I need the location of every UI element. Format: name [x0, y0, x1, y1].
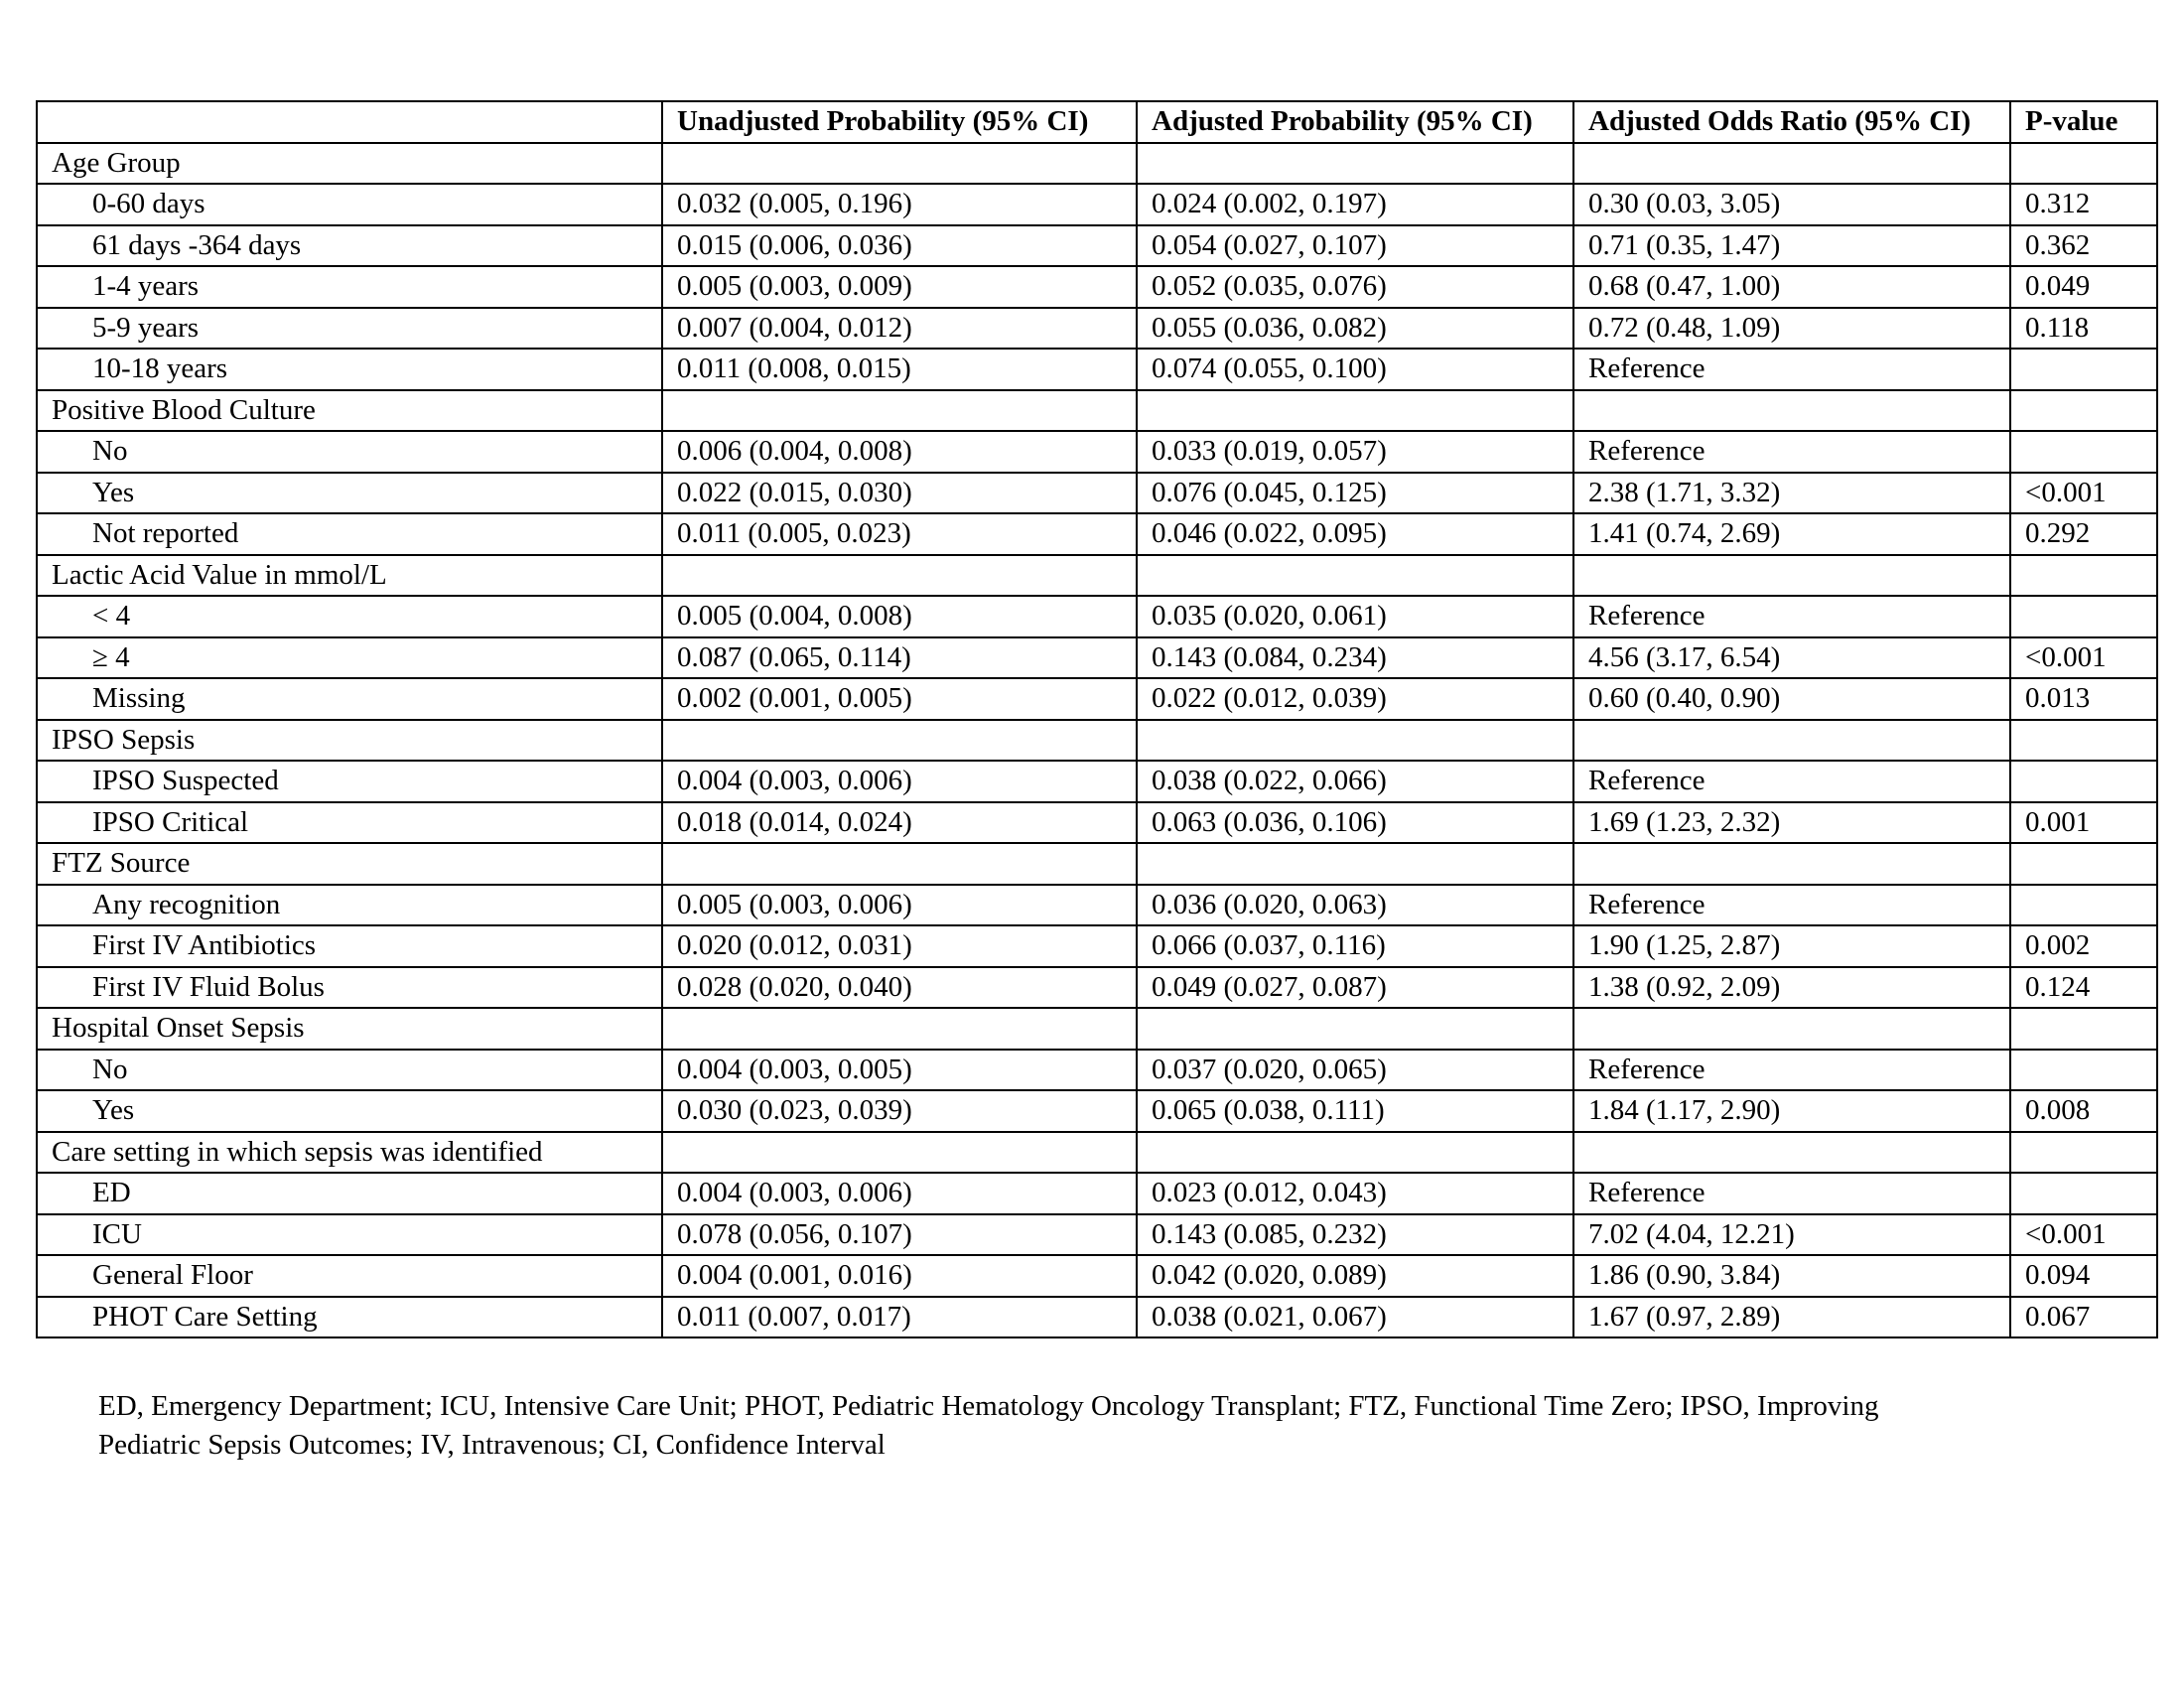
- cell-unadjusted-probability: 0.022 (0.015, 0.030): [662, 473, 1137, 514]
- footnote-line: ED, Emergency Department; ICU, Intensive Care Unit; PHOT, Pediatric Hematology Oncology Transplant; FTZ, Functional Time Zero; IPSO, Improving: [98, 1390, 1879, 1422]
- cell-p-value: 0.094: [2010, 1255, 2157, 1297]
- cell-variable: ≥ 4: [37, 637, 662, 679]
- cell-adjusted-probability: [1137, 1008, 1573, 1050]
- cell-adjusted-odds-ratio: [1573, 555, 2010, 597]
- cell-adjusted-odds-ratio: 4.56 (3.17, 6.54): [1573, 637, 2010, 679]
- cell-unadjusted-probability: [662, 143, 1137, 185]
- cell-unadjusted-probability: 0.011 (0.005, 0.023): [662, 513, 1137, 555]
- header-cell-unadjusted-probability: Unadjusted Probability (95% CI): [662, 101, 1137, 143]
- cell-adjusted-probability: [1137, 720, 1573, 762]
- group-header-row: [37, 843, 2157, 885]
- cell-variable: Care setting in which sepsis was identified: [37, 1132, 662, 1174]
- cell-p-value: [2010, 720, 2157, 762]
- table-row: [37, 308, 2157, 350]
- cell-p-value: [2010, 843, 2157, 885]
- cell-adjusted-probability: 0.054 (0.027, 0.107): [1137, 225, 1573, 267]
- group-header-row: [37, 1132, 2157, 1174]
- table-row: [37, 637, 2157, 679]
- cell-p-value: 0.049: [2010, 266, 2157, 308]
- cell-p-value: [2010, 761, 2157, 802]
- cell-unadjusted-probability: [662, 843, 1137, 885]
- table-row: [37, 1090, 2157, 1132]
- cell-unadjusted-probability: 0.087 (0.065, 0.114): [662, 637, 1137, 679]
- cell-unadjusted-probability: 0.004 (0.001, 0.016): [662, 1255, 1137, 1297]
- cell-p-value: [2010, 143, 2157, 185]
- cell-adjusted-odds-ratio: 1.67 (0.97, 2.89): [1573, 1297, 2010, 1338]
- header-cell-adjusted-probability: Adjusted Probability (95% CI): [1137, 101, 1573, 143]
- cell-adjusted-probability: 0.052 (0.035, 0.076): [1137, 266, 1573, 308]
- cell-adjusted-probability: 0.143 (0.085, 0.232): [1137, 1214, 1573, 1256]
- cell-variable: Missing: [37, 678, 662, 720]
- cell-p-value: 0.312: [2010, 184, 2157, 225]
- table-row: [37, 596, 2157, 637]
- cell-variable: Any recognition: [37, 885, 662, 926]
- cell-variable: IPSO Suspected: [37, 761, 662, 802]
- header-cell-adjusted-odds-ratio: Adjusted Odds Ratio (95% CI): [1573, 101, 2010, 143]
- cell-adjusted-odds-ratio: 1.69 (1.23, 2.32): [1573, 802, 2010, 844]
- cell-adjusted-probability: 0.074 (0.055, 0.100): [1137, 349, 1573, 390]
- cell-variable: Yes: [37, 473, 662, 514]
- cell-unadjusted-probability: 0.030 (0.023, 0.039): [662, 1090, 1137, 1132]
- cell-p-value: [2010, 431, 2157, 473]
- cell-adjusted-odds-ratio: [1573, 390, 2010, 432]
- cell-adjusted-odds-ratio: Reference: [1573, 596, 2010, 637]
- cell-adjusted-odds-ratio: [1573, 143, 2010, 185]
- cell-variable: 10-18 years: [37, 349, 662, 390]
- cell-p-value: <0.001: [2010, 1214, 2157, 1256]
- header-row: [37, 101, 2157, 143]
- table-row: [37, 885, 2157, 926]
- cell-adjusted-odds-ratio: [1573, 843, 2010, 885]
- cell-adjusted-probability: 0.055 (0.036, 0.082): [1137, 308, 1573, 350]
- cell-adjusted-probability: 0.063 (0.036, 0.106): [1137, 802, 1573, 844]
- cell-variable: FTZ Source: [37, 843, 662, 885]
- cell-adjusted-probability: 0.038 (0.021, 0.067): [1137, 1297, 1573, 1338]
- table-row: [37, 761, 2157, 802]
- cell-unadjusted-probability: 0.004 (0.003, 0.005): [662, 1050, 1137, 1091]
- cell-p-value: [2010, 390, 2157, 432]
- table-row: [37, 1050, 2157, 1091]
- cell-unadjusted-probability: 0.015 (0.006, 0.036): [662, 225, 1137, 267]
- table-row: [37, 967, 2157, 1009]
- table-row: [37, 266, 2157, 308]
- cell-adjusted-probability: 0.036 (0.020, 0.063): [1137, 885, 1573, 926]
- cell-adjusted-probability: [1137, 555, 1573, 597]
- cell-adjusted-probability: 0.076 (0.045, 0.125): [1137, 473, 1573, 514]
- cell-p-value: [2010, 1050, 2157, 1091]
- cell-unadjusted-probability: [662, 720, 1137, 762]
- cell-unadjusted-probability: 0.028 (0.020, 0.040): [662, 967, 1137, 1009]
- cell-adjusted-odds-ratio: Reference: [1573, 349, 2010, 390]
- cell-p-value: 0.118: [2010, 308, 2157, 350]
- cell-adjusted-odds-ratio: 1.38 (0.92, 2.09): [1573, 967, 2010, 1009]
- table-row: [37, 925, 2157, 967]
- cell-adjusted-probability: 0.035 (0.020, 0.061): [1137, 596, 1573, 637]
- cell-variable: 0-60 days: [37, 184, 662, 225]
- cell-unadjusted-probability: 0.018 (0.014, 0.024): [662, 802, 1137, 844]
- cell-p-value: [2010, 885, 2157, 926]
- cell-unadjusted-probability: 0.032 (0.005, 0.196): [662, 184, 1137, 225]
- cell-adjusted-odds-ratio: 1.41 (0.74, 2.69): [1573, 513, 2010, 555]
- cell-p-value: <0.001: [2010, 473, 2157, 514]
- footnote-line: Pediatric Sepsis Outcomes; IV, Intravenous; CI, Confidence Interval: [98, 1429, 886, 1461]
- cell-adjusted-probability: [1137, 1132, 1573, 1174]
- group-header-row: [37, 1008, 2157, 1050]
- table-row: [37, 431, 2157, 473]
- cell-p-value: [2010, 596, 2157, 637]
- cell-p-value: 0.124: [2010, 967, 2157, 1009]
- cell-adjusted-probability: 0.033 (0.019, 0.057): [1137, 431, 1573, 473]
- cell-adjusted-odds-ratio: 0.68 (0.47, 1.00): [1573, 266, 2010, 308]
- cell-adjusted-odds-ratio: [1573, 1132, 2010, 1174]
- results-table: [36, 100, 2158, 1338]
- table-header: [37, 101, 2157, 143]
- cell-adjusted-probability: 0.046 (0.022, 0.095): [1137, 513, 1573, 555]
- table-body: [37, 143, 2157, 1338]
- cell-adjusted-probability: 0.049 (0.027, 0.087): [1137, 967, 1573, 1009]
- cell-adjusted-probability: 0.042 (0.020, 0.089): [1137, 1255, 1573, 1297]
- cell-adjusted-probability: 0.065 (0.038, 0.111): [1137, 1090, 1573, 1132]
- cell-adjusted-probability: 0.143 (0.084, 0.234): [1137, 637, 1573, 679]
- cell-unadjusted-probability: 0.011 (0.008, 0.015): [662, 349, 1137, 390]
- cell-variable: First IV Antibiotics: [37, 925, 662, 967]
- cell-variable: Not reported: [37, 513, 662, 555]
- cell-variable: Age Group: [37, 143, 662, 185]
- cell-variable: Hospital Onset Sepsis: [37, 1008, 662, 1050]
- cell-adjusted-odds-ratio: Reference: [1573, 885, 2010, 926]
- cell-p-value: <0.001: [2010, 637, 2157, 679]
- cell-unadjusted-probability: 0.078 (0.056, 0.107): [662, 1214, 1137, 1256]
- cell-adjusted-probability: 0.022 (0.012, 0.039): [1137, 678, 1573, 720]
- cell-p-value: [2010, 555, 2157, 597]
- cell-unadjusted-probability: 0.005 (0.003, 0.006): [662, 885, 1137, 926]
- cell-variable: Lactic Acid Value in mmol/L: [37, 555, 662, 597]
- cell-adjusted-probability: [1137, 843, 1573, 885]
- cell-adjusted-probability: 0.023 (0.012, 0.043): [1137, 1173, 1573, 1214]
- cell-adjusted-probability: [1137, 390, 1573, 432]
- cell-p-value: [2010, 1173, 2157, 1214]
- cell-adjusted-probability: 0.037 (0.020, 0.065): [1137, 1050, 1573, 1091]
- group-header-row: [37, 555, 2157, 597]
- cell-adjusted-probability: [1137, 143, 1573, 185]
- cell-unadjusted-probability: [662, 555, 1137, 597]
- cell-adjusted-probability: 0.038 (0.022, 0.066): [1137, 761, 1573, 802]
- table-row: [37, 1255, 2157, 1297]
- table-row: [37, 1297, 2157, 1338]
- cell-adjusted-odds-ratio: 0.72 (0.48, 1.09): [1573, 308, 2010, 350]
- cell-variable: Positive Blood Culture: [37, 390, 662, 432]
- cell-unadjusted-probability: 0.002 (0.001, 0.005): [662, 678, 1137, 720]
- cell-variable: ED: [37, 1173, 662, 1214]
- cell-unadjusted-probability: 0.005 (0.003, 0.009): [662, 266, 1137, 308]
- cell-adjusted-probability: 0.024 (0.002, 0.197): [1137, 184, 1573, 225]
- header-cell-variable: [37, 101, 662, 143]
- cell-adjusted-odds-ratio: [1573, 1008, 2010, 1050]
- table-row: [37, 225, 2157, 267]
- cell-unadjusted-probability: 0.004 (0.003, 0.006): [662, 761, 1137, 802]
- cell-adjusted-odds-ratio: Reference: [1573, 1173, 2010, 1214]
- table-footnote: [98, 1387, 2044, 1465]
- table-row: [37, 473, 2157, 514]
- cell-adjusted-odds-ratio: 7.02 (4.04, 12.21): [1573, 1214, 2010, 1256]
- cell-variable: < 4: [37, 596, 662, 637]
- cell-variable: ICU: [37, 1214, 662, 1256]
- table-row: [37, 349, 2157, 390]
- cell-unadjusted-probability: 0.004 (0.003, 0.006): [662, 1173, 1137, 1214]
- header-cell-p-value: P-value: [2010, 101, 2157, 143]
- cell-adjusted-odds-ratio: 1.86 (0.90, 3.84): [1573, 1255, 2010, 1297]
- cell-adjusted-probability: 0.066 (0.037, 0.116): [1137, 925, 1573, 967]
- cell-adjusted-odds-ratio: 1.90 (1.25, 2.87): [1573, 925, 2010, 967]
- group-header-row: [37, 390, 2157, 432]
- cell-adjusted-odds-ratio: 1.84 (1.17, 2.90): [1573, 1090, 2010, 1132]
- cell-adjusted-odds-ratio: [1573, 720, 2010, 762]
- cell-p-value: 0.292: [2010, 513, 2157, 555]
- cell-unadjusted-probability: 0.011 (0.007, 0.017): [662, 1297, 1137, 1338]
- cell-p-value: [2010, 349, 2157, 390]
- group-header-row: [37, 720, 2157, 762]
- cell-unadjusted-probability: [662, 1008, 1137, 1050]
- cell-variable: No: [37, 1050, 662, 1091]
- table-row: [37, 678, 2157, 720]
- cell-variable: First IV Fluid Bolus: [37, 967, 662, 1009]
- cell-adjusted-odds-ratio: 0.30 (0.03, 3.05): [1573, 184, 2010, 225]
- table-row: [37, 513, 2157, 555]
- cell-unadjusted-probability: 0.005 (0.004, 0.008): [662, 596, 1137, 637]
- cell-p-value: 0.362: [2010, 225, 2157, 267]
- group-header-row: [37, 143, 2157, 185]
- cell-p-value: 0.067: [2010, 1297, 2157, 1338]
- cell-variable: 5-9 years: [37, 308, 662, 350]
- cell-p-value: 0.008: [2010, 1090, 2157, 1132]
- cell-unadjusted-probability: 0.020 (0.012, 0.031): [662, 925, 1137, 967]
- cell-variable: No: [37, 431, 662, 473]
- table-row: [37, 1173, 2157, 1214]
- cell-variable: PHOT Care Setting: [37, 1297, 662, 1338]
- cell-p-value: 0.001: [2010, 802, 2157, 844]
- table-row: [37, 802, 2157, 844]
- cell-unadjusted-probability: [662, 1132, 1137, 1174]
- cell-unadjusted-probability: 0.007 (0.004, 0.012): [662, 308, 1137, 350]
- cell-adjusted-odds-ratio: Reference: [1573, 1050, 2010, 1091]
- cell-adjusted-odds-ratio: 0.71 (0.35, 1.47): [1573, 225, 2010, 267]
- cell-adjusted-odds-ratio: 0.60 (0.40, 0.90): [1573, 678, 2010, 720]
- cell-p-value: [2010, 1008, 2157, 1050]
- cell-unadjusted-probability: 0.006 (0.004, 0.008): [662, 431, 1137, 473]
- table-row: [37, 184, 2157, 225]
- cell-unadjusted-probability: [662, 390, 1137, 432]
- cell-adjusted-odds-ratio: Reference: [1573, 761, 2010, 802]
- cell-variable: IPSO Sepsis: [37, 720, 662, 762]
- cell-variable: 61 days -364 days: [37, 225, 662, 267]
- table-row: [37, 1214, 2157, 1256]
- cell-adjusted-odds-ratio: 2.38 (1.71, 3.32): [1573, 473, 2010, 514]
- cell-variable: IPSO Critical: [37, 802, 662, 844]
- cell-adjusted-odds-ratio: Reference: [1573, 431, 2010, 473]
- cell-p-value: 0.013: [2010, 678, 2157, 720]
- cell-variable: 1-4 years: [37, 266, 662, 308]
- cell-p-value: [2010, 1132, 2157, 1174]
- cell-variable: General Floor: [37, 1255, 662, 1297]
- cell-p-value: 0.002: [2010, 925, 2157, 967]
- cell-variable: Yes: [37, 1090, 662, 1132]
